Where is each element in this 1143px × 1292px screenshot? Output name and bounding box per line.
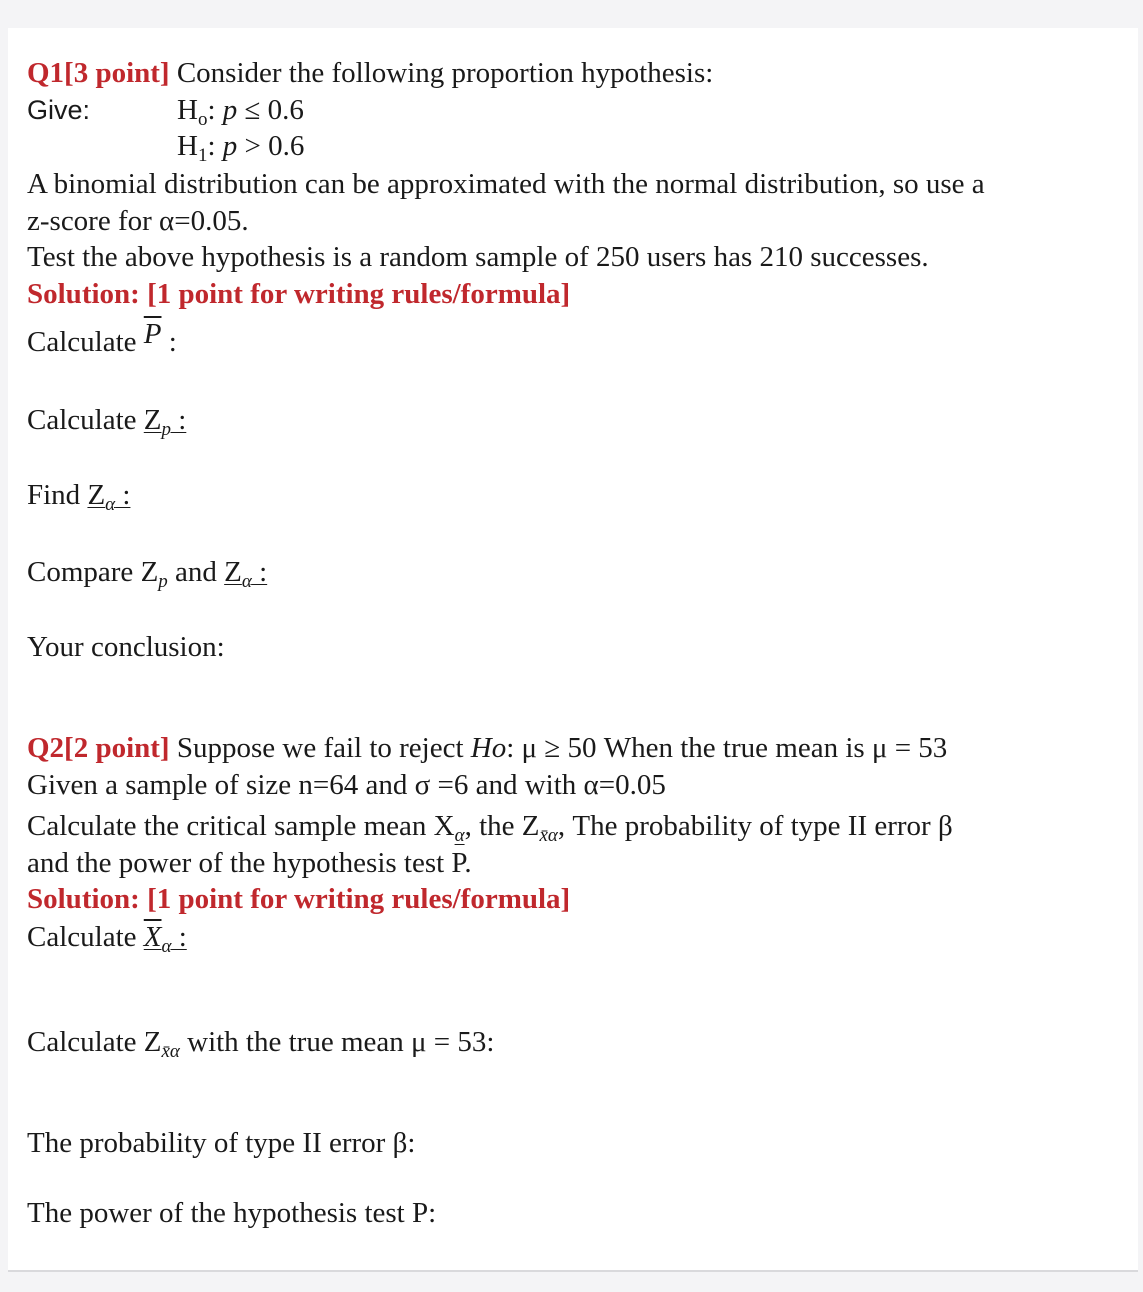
q1-h1: $H_1$: p > 0.6: [177, 130, 305, 166]
q1-test-line: Test the above hypothesis is a random sample of 250 users has 210 successes.: [27, 241, 929, 273]
q1-calc-p: Calculate $\overline{P}$ :: [27, 318, 177, 358]
q2-given: Given a sample of size n=64 and σ =6 and with α=0.05: [27, 769, 666, 801]
q1-intro: Consider the following proportion hypothesis:: [169, 57, 714, 89]
q1-give-label: Give:: [27, 95, 91, 125]
q2-calc-z: Calculate $Z_{x̄\alpha}$ with the true mean μ = 53:: [27, 1026, 495, 1062]
q1-calc-zp: Calculate $Z_p$ :: [27, 404, 187, 440]
q2-calc-line: Calculate the critical sample mean $X_\alpha$, the $Z_{x̄\alpha}$, The probability of type II error β: [27, 810, 953, 846]
divider: [8, 1270, 1138, 1272]
p-bar-symbol: $\overline{P}$: [143, 318, 162, 350]
q1-find-za: Find $Z_\alpha$ :: [27, 479, 131, 515]
q1-heading: [27, 56, 713, 90]
q1-approx-line1: A binomial distribution can be approximated with the normal distribution, so use a: [27, 168, 985, 200]
q1-approx-line2: z-score for α=0.05.: [27, 205, 249, 237]
q2-heading: Q2[2 point] Suppose we fail to reject Ho: μ ≥ 50 When the true mean is μ = 53: [27, 732, 948, 764]
q1-label: Q1[3 point]: [27, 57, 170, 89]
q1-h0: $H_o$: p ≤ 0.6: [177, 94, 304, 130]
q1-solution: Solution: [1 point for writing rules/formula]: [27, 278, 571, 310]
q2-power-line: The power of the hypothesis test P:: [27, 1197, 437, 1229]
q1-compare: Compare $Z_p$ and $Z_\alpha$ :: [27, 556, 268, 592]
q2-solution: Solution: [1 point for writing rules/formula]: [27, 883, 571, 915]
q2-beta-line: The probability of type II error β:: [27, 1127, 416, 1159]
q2-label: Q2[2 point]: [27, 732, 170, 764]
q2-calc-line2: and the power of the hypothesis test P.: [27, 847, 472, 879]
q1-conclusion: Your conclusion:: [27, 631, 225, 663]
q2-calc-xa: Calculate $X_\alpha$ :: [27, 921, 187, 957]
